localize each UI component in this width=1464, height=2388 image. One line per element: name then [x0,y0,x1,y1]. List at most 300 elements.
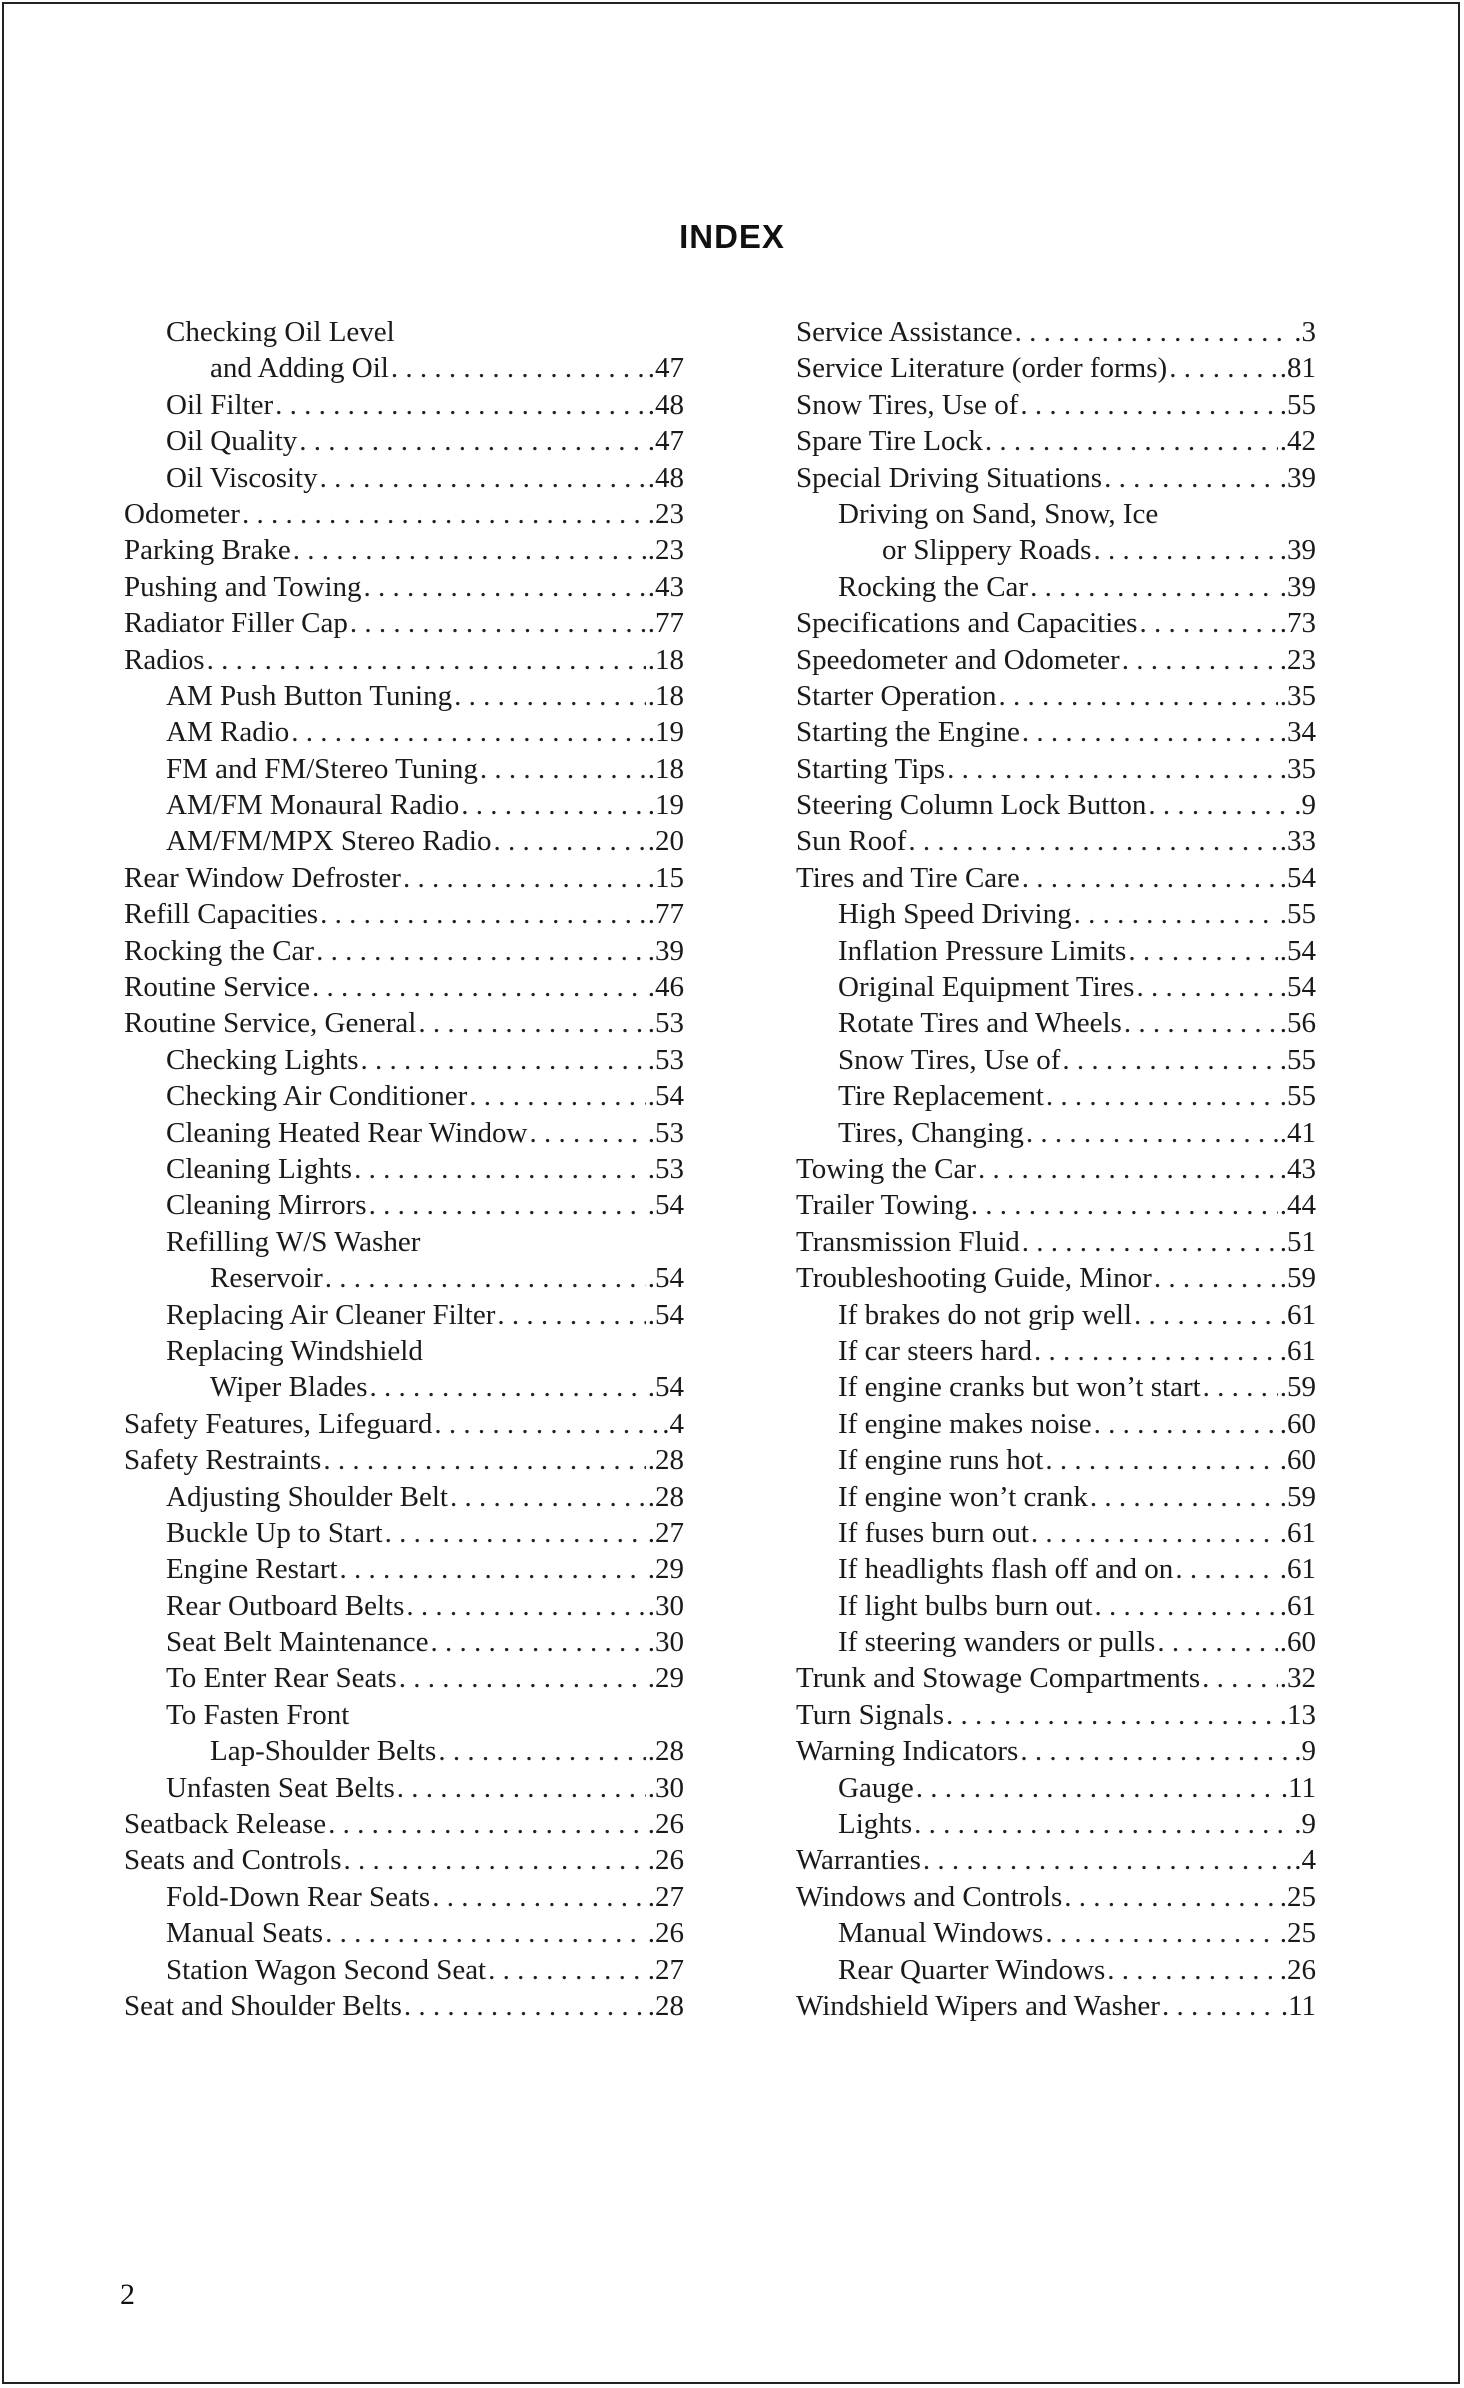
dot-leader [432,1879,646,1915]
index-entry-label: Rocking the Car [124,934,315,967]
index-entry-page: .44 [1279,1189,1316,1222]
dot-leader [1030,569,1278,605]
dot-leader [299,423,645,459]
dot-leader [242,496,646,532]
index-entry [124,1115,684,1151]
index-entry-label: If light bulbs burn out [838,1589,1093,1622]
index-entry-label: Unfasten Seat Belts [166,1771,395,1804]
index-entry-label: Gauge [838,1771,914,1804]
index-entry-page: .48 [647,461,684,494]
index-entry-label: Checking Air Conditioner [166,1080,468,1113]
index-entry [796,1442,1316,1478]
dot-leader [403,860,646,896]
index-entry-label: Special Driving Situations [796,461,1103,494]
index-entry-label: and Adding Oil [210,352,389,385]
index-entry [796,1297,1316,1333]
index-entry-label: Rear Quarter Windows [838,1953,1106,1986]
index-column-left [124,314,684,2024]
dot-leader [1139,605,1277,641]
index-entry-label: If car steers hard [838,1334,1033,1367]
index-entry [124,1078,684,1114]
index-entry [124,1915,684,1951]
index-entry [796,1005,1316,1041]
index-entry-label: Snow Tires, Use of [796,388,1019,421]
index-entry [796,496,1316,532]
index-entry-label: Checking Lights [166,1043,359,1076]
index-entry-page: .19 [647,716,684,749]
index-entry-label: Oil Filter [166,388,274,421]
index-entry-page: .42 [1279,425,1316,458]
index-entry-page: .26 [647,1844,684,1877]
index-entry-page: .23 [647,534,684,567]
dot-leader [971,1187,1278,1223]
dot-leader [1045,1442,1277,1478]
index-entry-label: Speedometer and Odometer [796,643,1120,676]
index-entry-label: AM Radio [166,716,290,749]
index-entry-label: Lap-Shoulder Belts [210,1735,437,1768]
dot-leader [1090,1479,1278,1515]
index-entry-label: Radiator Filler Cap [124,607,348,640]
index-entry [124,387,684,423]
index-entry-label: Cleaning Mirrors [166,1189,367,1222]
dot-leader [480,751,646,787]
index-entry-page: .9 [1294,1808,1316,1841]
index-entry-page: .34 [1279,716,1316,749]
index-entry-page: .39 [1279,570,1316,603]
dot-leader [344,1842,646,1878]
index-entry [796,314,1316,350]
index-entry-label: Service Assistance [796,316,1013,348]
index-entry [124,1515,684,1551]
dot-leader [1104,460,1278,496]
index-entry [796,605,1316,641]
index-entry [124,896,684,932]
index-entry [124,678,684,714]
dot-leader [1022,1224,1278,1260]
index-entry [124,605,684,641]
index-entry-page: .28 [647,1480,684,1513]
index-entry [796,823,1316,859]
dot-leader [947,751,1278,787]
index-entry-label: Seatback Release [124,1808,327,1841]
index-entry-label: Parking Brake [124,534,291,567]
dot-leader [999,678,1278,714]
index-entry-label: High Speed Driving [838,898,1072,931]
index-entry [124,1879,684,1915]
index-entry-page: .77 [647,607,684,640]
index-entry [124,1770,684,1806]
index-entry [796,1660,1316,1696]
index-entry-page: .23 [1279,643,1316,676]
index-entry-label: Sun Roof [796,825,907,858]
index-entry-page: .39 [1279,461,1316,494]
index-entry-page: .18 [647,752,684,785]
dot-leader [488,1952,646,1988]
index-entry-label: Wiper Blades [210,1371,368,1404]
index-entry-label: Rocking the Car [838,570,1029,603]
index-entry [796,787,1316,823]
index-entry [124,1733,684,1769]
dot-leader [312,969,646,1005]
index-entry-page: .55 [1279,1043,1316,1076]
index-entry [124,350,684,386]
dot-leader [1020,387,1277,423]
index-entry-page: .28 [647,1989,684,2022]
dot-leader [1020,1733,1292,1769]
index-entry-page: .28 [647,1444,684,1477]
index-entry-page: .61 [1279,1553,1316,1586]
index-entry-label: Snow Tires, Use of [838,1043,1061,1076]
dot-leader [1169,350,1278,386]
index-entry [124,1406,684,1442]
index-entry [796,1770,1316,1806]
index-entry-page: .33 [1279,825,1316,858]
index-entry-page: .18 [647,643,684,676]
dot-leader [385,1515,646,1551]
index-entry-label: Safety Features, Lifeguard [124,1407,433,1440]
index-entry-label: If fuses burn out [838,1516,1029,1549]
dot-leader [1136,969,1277,1005]
dot-leader [397,1770,646,1806]
index-entry [124,1260,684,1296]
index-entry [124,1151,684,1187]
index-entry-page: .54 [647,1080,684,1113]
index-entry-label: Checking Oil Level [166,316,395,348]
index-entry-page: .55 [1279,898,1316,931]
dot-leader [369,1369,645,1405]
index-entry-label: If engine runs hot [838,1444,1044,1477]
index-entry-label: Trunk and Stowage Compartments [796,1662,1201,1695]
index-entry [124,1442,684,1478]
index-entry-page: .55 [1279,1080,1316,1113]
index-entry [124,1224,684,1260]
index-entry-page: .46 [647,971,684,1004]
dot-leader [1045,1915,1277,1951]
dot-leader [361,1042,646,1078]
index-entry-label: Driving on Sand, Snow, Ice [838,497,1159,530]
index-entry [796,387,1316,423]
index-entry-page: .47 [647,425,684,458]
index-entry-label: Engine Restart [166,1553,338,1586]
index-entry-label: Replacing Air Cleaner Filter [166,1298,496,1331]
index-entry [796,1624,1316,1660]
dot-leader [369,1187,646,1223]
dot-leader [293,532,646,568]
dot-leader [454,678,646,714]
index-entry-label: Buckle Up to Start [166,1516,383,1549]
dot-leader [1124,1005,1278,1041]
index-entry-page: .30 [647,1626,684,1659]
index-entry [124,1369,684,1405]
index-entry-label: If brakes do not grip well [838,1298,1132,1331]
index-entry-label: Replacing Windshield [166,1334,423,1367]
dot-leader [325,1915,646,1951]
index-entry-label: Transmission Fluid [796,1225,1020,1258]
index-entry [796,933,1316,969]
index-entry-page: .18 [647,679,684,712]
index-entry-page: .55 [1279,388,1316,421]
dot-leader [320,896,646,932]
dot-leader [493,823,645,859]
index-entry-label: Radios [124,643,205,676]
index-entry-page: .43 [647,570,684,603]
index-entry-page: .53 [647,1152,684,1185]
index-entry [124,1479,684,1515]
index-entry-page: .39 [1279,534,1316,567]
dot-leader [404,1988,646,2024]
index-entry-page: .54 [647,1371,684,1404]
dot-leader [1022,714,1278,750]
index-entry [796,714,1316,750]
index-entry-label: Spare Tire Lock [796,425,983,458]
index-entry [124,714,684,750]
dot-leader [530,1115,646,1151]
index-entry-label: Oil Quality [166,425,298,458]
index-entry-page: .60 [1279,1444,1316,1477]
index-entry-page: .27 [647,1880,684,1913]
dot-leader [431,1624,646,1660]
index-entry-page: .48 [647,388,684,421]
dot-leader [1107,1952,1277,1988]
dot-leader [1015,314,1293,350]
index-entry-page: .59 [1279,1480,1316,1513]
index-entry-label: If engine makes noise [838,1407,1092,1440]
index-entry-label: Towing the Car [796,1152,976,1185]
index-entry [124,1952,684,1988]
index-entry-label: Original Equipment Tires [838,971,1135,1004]
index-column-right [796,314,1316,2024]
index-entry [124,1042,684,1078]
index-entry [796,1806,1316,1842]
index-entry-page: .26 [647,1917,684,1950]
index-entry [124,460,684,496]
index-entry-label: or Slippery Roads [882,534,1092,567]
dot-leader [1202,1660,1278,1696]
index-entry [796,1187,1316,1223]
dot-leader [916,1770,1279,1806]
index-entry-page: .59 [1279,1262,1316,1295]
dot-leader [406,1588,645,1624]
index-entry [124,1842,684,1878]
index-entry-label: Manual Seats [166,1917,324,1950]
index-entry-page: .61 [1279,1334,1316,1367]
dot-leader [391,350,646,386]
index-entry [124,1005,684,1041]
index-entry-page: .26 [1279,1953,1316,1986]
index-entry [124,823,684,859]
dot-leader [1034,1333,1278,1369]
index-entry [796,460,1316,496]
dot-leader [275,387,646,423]
index-entry-page: .9 [1294,1735,1316,1768]
index-entry [796,1842,1316,1878]
dot-leader [1031,1515,1278,1551]
index-entry [124,642,684,678]
index-entry-page: .54 [1279,861,1316,894]
index-entry-label: Seat Belt Maintenance [166,1626,429,1659]
index-entry-label: Rear Window Defroster [124,861,401,894]
index-entry-page: .28 [647,1735,684,1768]
index-entry [124,933,684,969]
index-entry [796,896,1316,932]
index-entry [124,1624,684,1660]
index-entry-label: FM and FM/Stereo Tuning [166,752,478,785]
index-entry-page: .4 [1294,1844,1316,1877]
index-entry [796,1733,1316,1769]
index-entry-label: Seat and Shoulder Belts [124,1989,402,2022]
dot-leader [1046,1078,1278,1114]
dot-leader [399,1660,646,1696]
index-entry [796,1369,1316,1405]
index-entry-page: .11 [1280,1989,1316,2022]
index-entry-label: Rear Outboard Belts [166,1589,405,1622]
index-entry [124,787,684,823]
index-entry [124,423,684,459]
dot-leader [914,1806,1292,1842]
index-entry-page: .15 [647,861,684,894]
index-entry-label: AM Push Button Tuning [166,679,453,712]
dot-leader [497,1297,645,1333]
index-entry-label: AM/FM Monaural Radio [166,789,460,822]
dot-leader [364,569,646,605]
index-entry [796,678,1316,714]
index-entry-label: Refill Capacities [124,898,319,931]
index-entry-page: .59 [1279,1371,1316,1404]
index-entry-label: Reservoir [210,1262,323,1295]
index-entry-page: .60 [1279,1626,1316,1659]
dot-leader [1157,1624,1277,1660]
index-entry [796,1879,1316,1915]
index-entry-label: To Enter Rear Seats [166,1662,397,1695]
index-entry-page: .53 [647,1007,684,1040]
dot-leader [1094,1406,1278,1442]
dot-leader [354,1151,646,1187]
index-entry-label: If engine cranks but won’t start [838,1371,1201,1404]
index-entry [796,1224,1316,1260]
index-entry-page: .25 [1279,1917,1316,1950]
index-entry-label: Starter Operation [796,679,997,712]
dot-leader [328,1806,646,1842]
dot-leader [438,1733,645,1769]
index-entry-label: Safety Restraints [124,1444,322,1477]
index-entry-label: Tires, Changing [838,1116,1024,1149]
index-entry [796,1333,1316,1369]
index-entry-label: Manual Windows [838,1917,1044,1950]
dot-leader [1026,1115,1278,1151]
index-entry-page: .11 [1280,1771,1316,1804]
index-entry-page: .61 [1279,1516,1316,1549]
dot-leader [1022,860,1278,896]
index-entry [796,350,1316,386]
dot-leader [461,787,646,823]
index-entry [796,1479,1316,1515]
dot-leader [1154,1260,1278,1296]
index-entry-label: Cleaning Heated Rear Window [166,1116,528,1149]
dot-leader [207,642,646,678]
index-entry [796,1078,1316,1114]
index-entry-page: .27 [647,1516,684,1549]
index-entry [796,1697,1316,1733]
index-entry [796,1115,1316,1151]
dot-leader [1134,1297,1278,1333]
index-entry-label: To Fasten Front [166,1698,350,1731]
index-entry-label: Routine Service [124,971,311,1004]
dot-leader [1062,1042,1277,1078]
index-entry-page: .27 [647,1953,684,1986]
index-entry-label: Tires and Tire Care [796,861,1020,894]
index-entry-page: .56 [1279,1007,1316,1040]
index-entry [124,1187,684,1223]
index-entry-page: .54 [647,1262,684,1295]
dot-leader [1162,1988,1279,2024]
index-entry [796,569,1316,605]
dot-leader [1064,1879,1277,1915]
index-entry-label: Starting the Engine [796,716,1020,749]
dot-leader [1074,896,1278,932]
index-entry-page: .35 [1279,679,1316,712]
index-entry [124,1806,684,1842]
index-entry [796,1151,1316,1187]
index-entry [124,1551,684,1587]
index-entry-page: .54 [647,1189,684,1222]
index-entry-label: Service Literature (order forms) [796,352,1168,385]
index-entry [796,1952,1316,1988]
dot-leader [350,605,646,641]
index-entry [796,1551,1316,1587]
index-entry-label: Odometer [124,497,240,530]
dot-leader [985,423,1278,459]
index-entry-label: Warranties [796,1844,921,1877]
index-entry-page: .30 [647,1771,684,1804]
index-entry-label: AM/FM/MPX Stereo Radio [166,825,492,858]
index-entry [124,969,684,1005]
index-entry-page: .77 [647,898,684,931]
dot-leader [978,1151,1278,1187]
index-entry [796,1042,1316,1078]
index-entry [796,1915,1316,1951]
index-entry-page: .54 [1279,971,1316,1004]
index-entry-label: Trailer Towing [796,1189,969,1222]
index-entry-page: .81 [1279,352,1316,385]
dot-leader [450,1479,646,1515]
index-entry-label: Routine Service, General [124,1007,417,1040]
index-entry-label: Pushing and Towing [124,570,362,603]
index-entry-page: .60 [1279,1407,1316,1440]
index-entry-label: Adjusting Shoulder Belt [166,1480,448,1513]
dot-leader [1148,787,1292,823]
index-entry-label: Fold-Down Rear Seats [166,1880,431,1913]
index-entry-page: .41 [1279,1116,1316,1149]
index-entry-page: .54 [1279,934,1316,967]
index-entry [124,1588,684,1624]
index-entry [124,532,684,568]
index-entry-page: .13 [1279,1698,1316,1731]
page-title: INDEX [679,218,785,255]
index-entry-page: .29 [647,1553,684,1586]
dot-leader [923,1842,1292,1878]
index-entry-page: .61 [1279,1589,1316,1622]
index-entry-page: .43 [1279,1152,1316,1185]
dot-leader [946,1697,1278,1733]
index-entry [796,860,1316,896]
index-entry [796,642,1316,678]
index-entry-label: If steering wanders or pulls [838,1626,1156,1659]
index-entry-page: .53 [647,1116,684,1149]
index-entry [796,1988,1316,2024]
index-entry-label: If engine won’t crank [838,1480,1088,1513]
index-entry-label: Steering Column Lock Button [796,789,1147,822]
dot-leader [1093,532,1277,568]
